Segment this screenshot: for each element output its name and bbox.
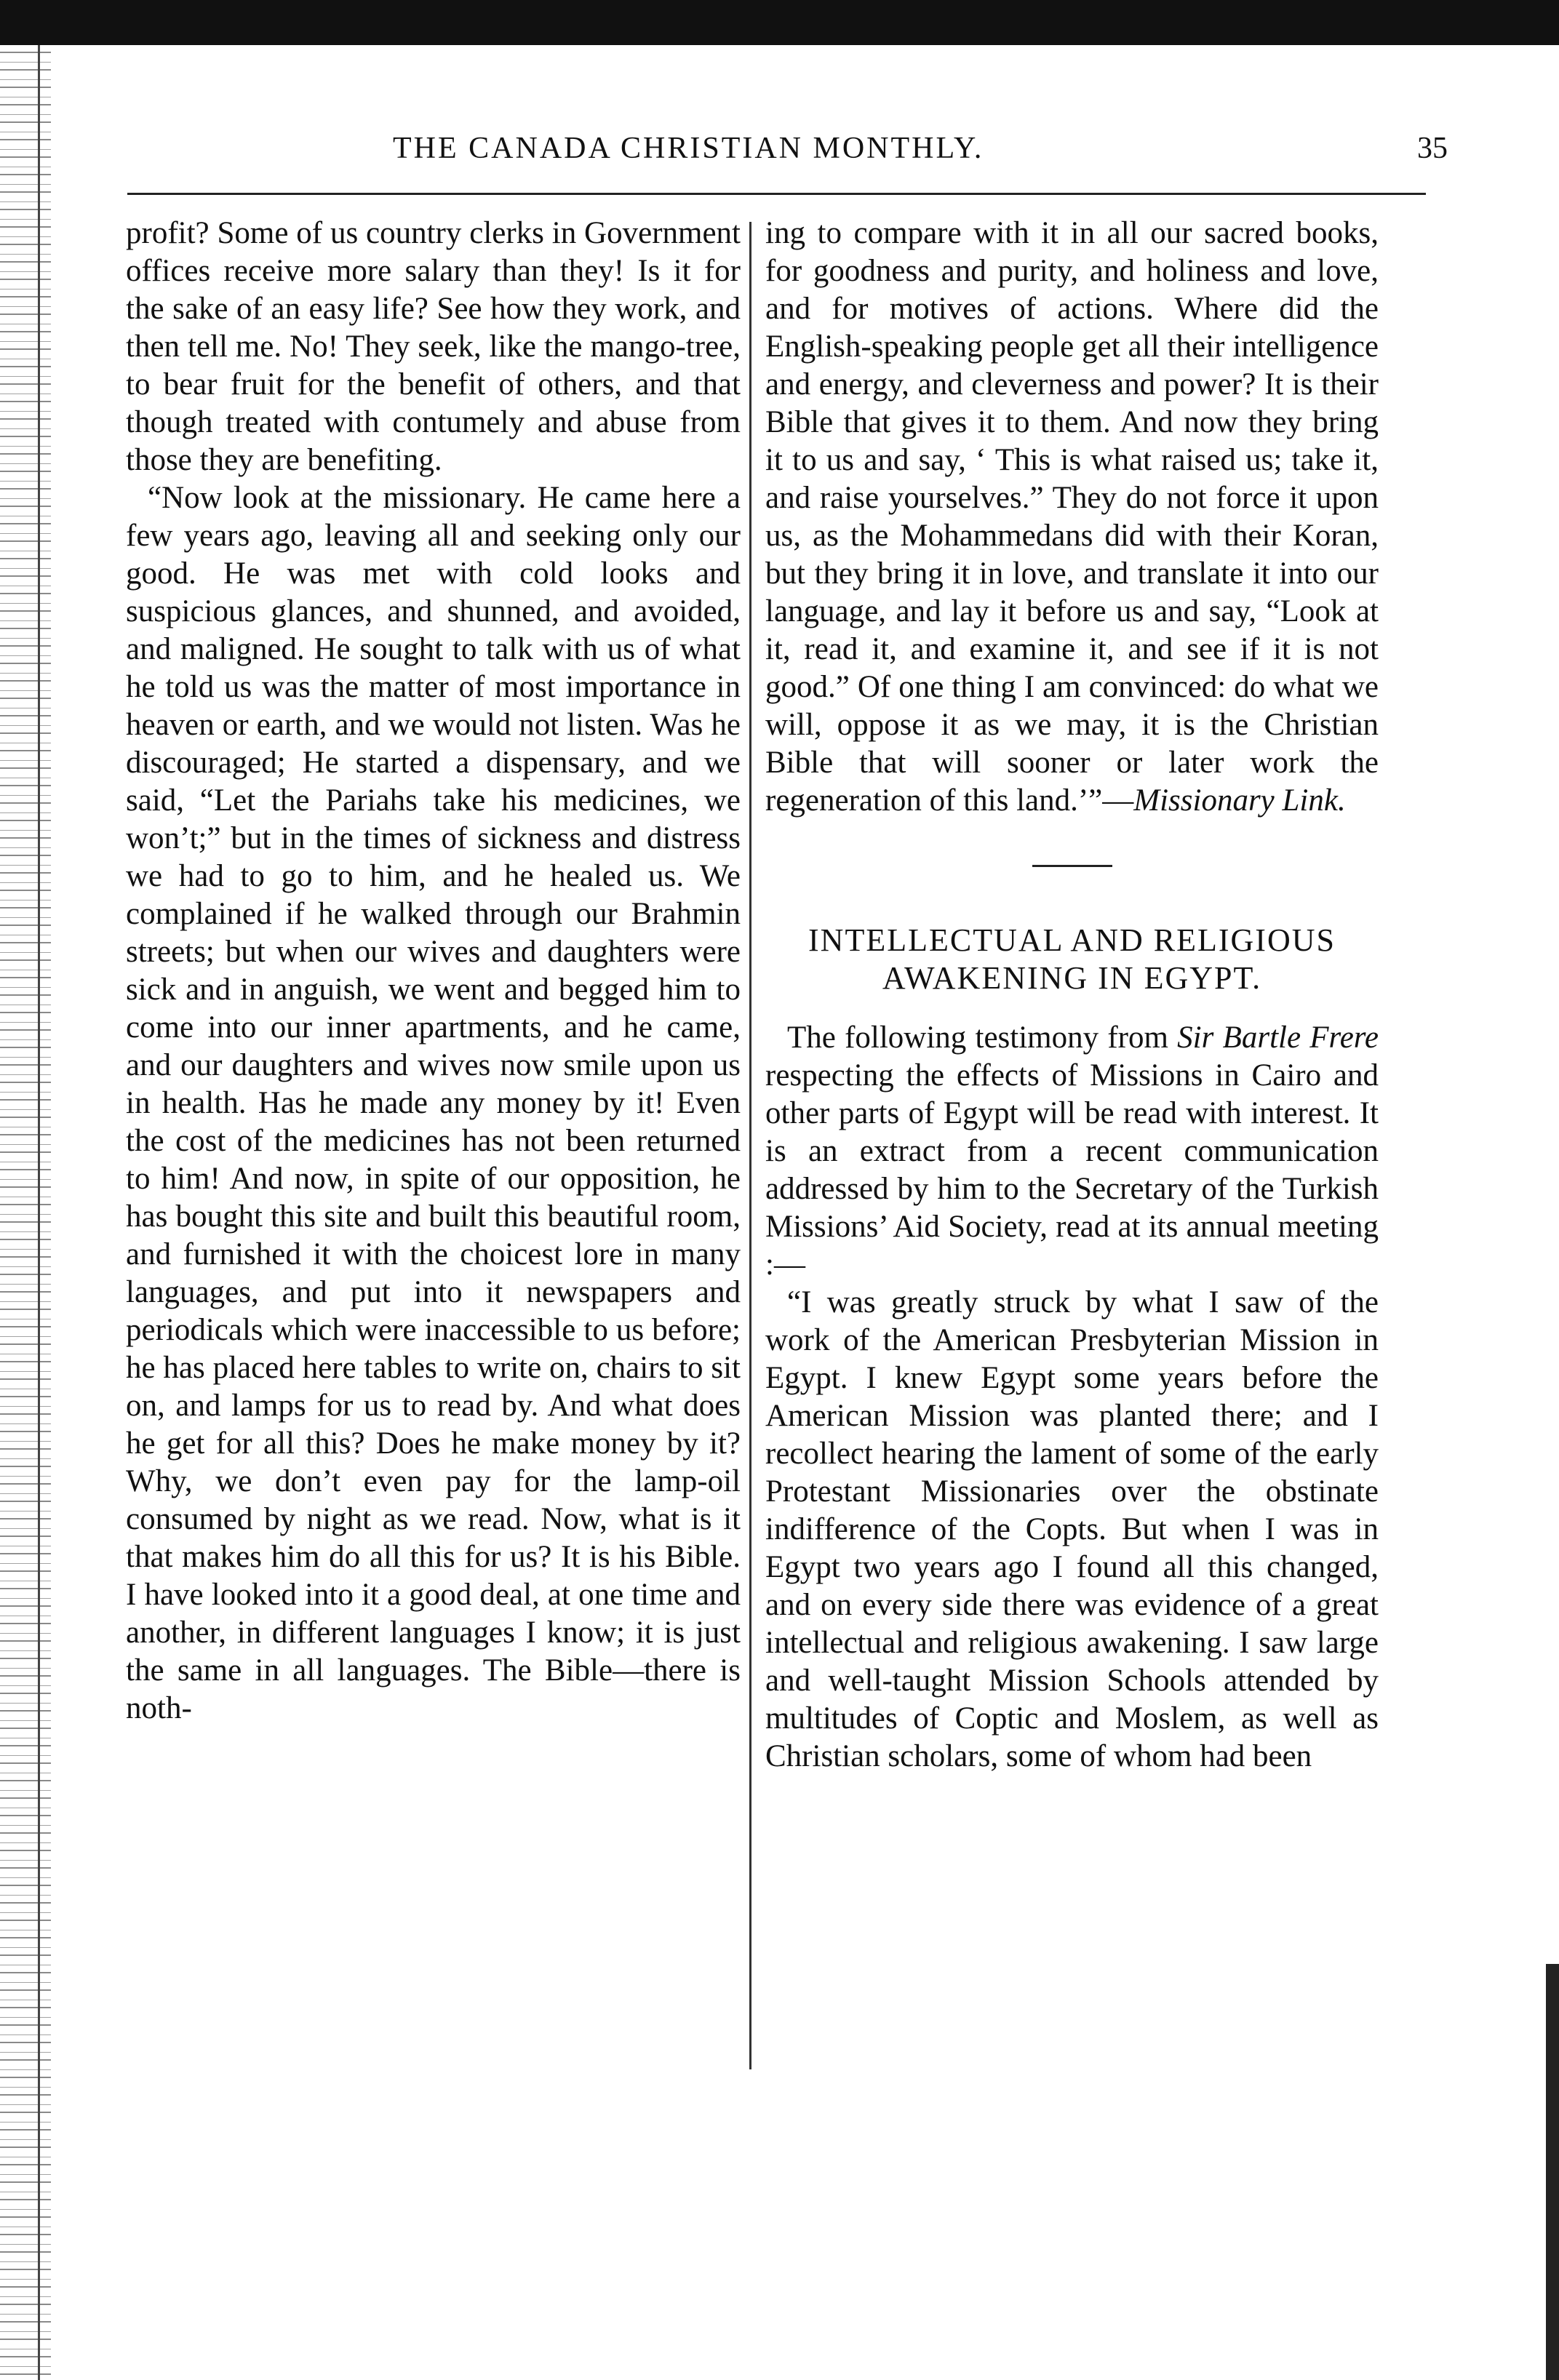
right-paragraph-2-rest: respecting the effects of Missions in Cairo and other parts of Egypt will be read with interest. It is an extract from a recent communication addressed by him to the Secretary of the Turkish Missions’ Aid Society, read at its annual meeting :— (765, 1058, 1379, 1282)
section-separator (1032, 865, 1112, 867)
left-paragraph-2: “Now look at the missionary. He came here a few years ago, leaving all and seeking only our good. He was met with cold looks and suspicious glances, and shunned, and avoided, and maligned. He sought to talk with us of what he told us was the matter of most importance in heaven or earth, and we would not listen. Was he discouraged; He started a dispensary, and we said, “Let the Pariahs take his medicines, we won’t;” but in the times of sickness and distress we had to go to him, and he healed us. We complained if he walked through our Brahmin streets; but when our wives and daughters were sick and in anguish, we went and begged him to come into our inner apartments, and he came, and our daughters and wives now smile upon us in health. Has he made any money by it! Even the cost of the medicines has not been returned to him! And now, in spite of our opposition, he has bought this site and built this beautiful room, and furnished it with the choicest lore in many languages, and put into it newspapers and periodicals which were inaccessible to us before; he has placed here tables to write on, chairs to sit on, and lamps for us to read by. And what does he get for all this? Does he make money by it? Why, we don’t even pay for the lamp-oil consumed by night as we read. Now, what is it that makes him do all this for us? It is his Bible. I have looked into it a good deal, at one time and another, in different languages I know; it is just the same in all languages. The Bible—there is noth- (126, 481, 741, 1725)
scan-binding-line (38, 45, 40, 2380)
right-paragraph-1-text: ing to compare with it in all our sacred books, for goodness and purity, and holiness and love, and for motives of actions. Where did the English-speaking people get all their intelligence and energy, and cleverness and power? It is their Bible that gives it to them. And now they bring it to us and say, ‘ This is what raised us; take it, and raise yourselves.” They do not force it upon us, as the Mohammedans did with their Koran, but they bring it in love, and translate it into our language, and lay it before us and say, “Look at it, read it, and examine it, and see if it is not good.” Of one thing I am convinced: do what we will, oppose it as we may, it is the Christian Bible that will sooner or later work the regeneration of this land.’”— (765, 216, 1379, 818)
right-paragraph-2-lead: The following testimony from (787, 1021, 1178, 1055)
column-divider (749, 222, 751, 2069)
scan-right-edge (1546, 1964, 1559, 2380)
running-title: THE CANADA CHRISTIAN MONTHLY. (393, 132, 984, 165)
left-column (126, 215, 741, 1728)
scan-top-edge (0, 0, 1559, 45)
right-paragraph-3: “I was greatly struck by what I saw of the work of the American Presbyterian Mission in Egypt. I knew Egypt some years before the American Mission was planted there; and I recollect hearing the lament of some of the early Protestant Missionaries over the obstinate indifference of the Copts. But when I was in Egypt two years ago I found all this changed, and on every side there was evidence of a great intellectual and religious awakening. I saw large and well-taught Mission Schools attended by multitudes of Coptic and Moslem, as well as Christian scholars, some of whom had been (765, 1285, 1379, 1773)
source-citation: Missionary Link. (1133, 783, 1346, 818)
person-name: Sir Bartle Frere (1177, 1021, 1379, 1055)
article-heading: INTELLECTUAL AND RELIGIOUS AWAKENING IN EGYPT. (808, 922, 1336, 996)
scan-binding-edge (0, 45, 51, 2380)
header-rule (127, 193, 1426, 195)
page-number: 35 (1417, 132, 1448, 165)
right-column (765, 215, 1379, 1776)
right-paragraph-1 (765, 215, 1379, 820)
page-header (124, 131, 1448, 189)
right-paragraph-2 (765, 1019, 1379, 1284)
left-paragraph-1: profit? Some of us country clerks in Government offices receive more salary than they! Is it for the sake of an easy life? See how they work, and then tell me. No! They seek, like the mango-tree, to bear fruit for the benefit of others, and that though treated with contumely and abuse from those they are benefiting. (126, 216, 741, 477)
